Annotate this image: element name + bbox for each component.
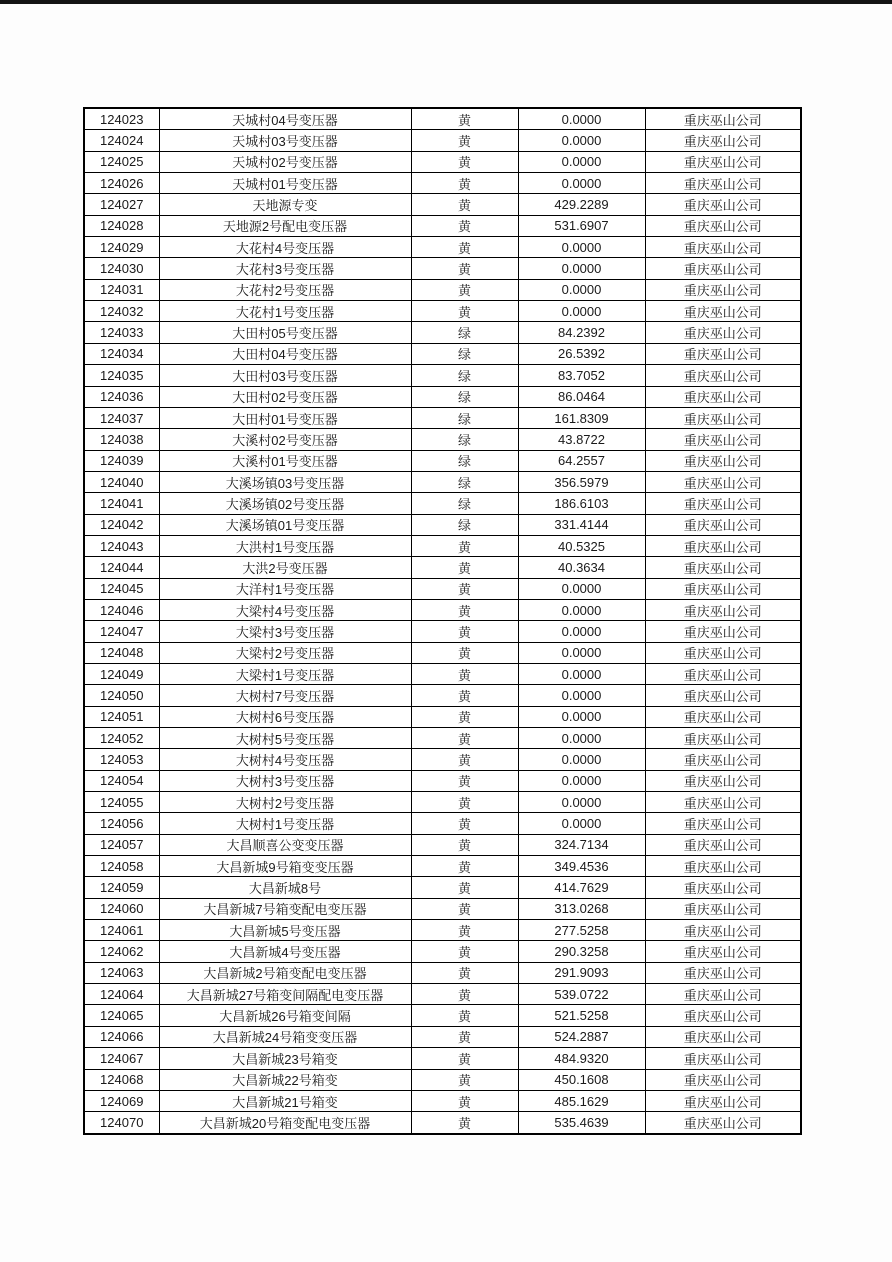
cell-value: 84.2392 [518, 322, 645, 343]
cell-value: 521.5258 [518, 1005, 645, 1026]
cell-id: 124065 [84, 1005, 159, 1026]
cell-status: 黄 [411, 557, 518, 578]
cell-value: 414.7629 [518, 877, 645, 898]
cell-company: 重庆巫山公司 [645, 493, 801, 514]
cell-name: 大昌新城4号变压器 [159, 941, 411, 962]
cell-value: 0.0000 [518, 642, 645, 663]
cell-name: 大昌顺喜公变变压器 [159, 834, 411, 855]
cell-id: 124050 [84, 685, 159, 706]
cell-name: 大洪2号变压器 [159, 557, 411, 578]
cell-value: 450.1608 [518, 1069, 645, 1090]
cell-name: 大昌新城22号箱变 [159, 1069, 411, 1090]
cell-value: 0.0000 [518, 279, 645, 300]
cell-value: 0.0000 [518, 706, 645, 727]
table-row [84, 856, 801, 877]
cell-id: 124059 [84, 877, 159, 898]
table-row [84, 194, 801, 215]
table-row [84, 322, 801, 343]
cell-status: 绿 [411, 450, 518, 471]
cell-name: 天城村04号变压器 [159, 108, 411, 130]
cell-company: 重庆巫山公司 [645, 877, 801, 898]
cell-name: 天地源专变 [159, 194, 411, 215]
cell-status: 黄 [411, 237, 518, 258]
cell-company: 重庆巫山公司 [645, 920, 801, 941]
cell-status: 绿 [411, 343, 518, 364]
cell-value: 429.2289 [518, 194, 645, 215]
cell-id: 124056 [84, 813, 159, 834]
cell-id: 124046 [84, 599, 159, 620]
cell-company: 重庆巫山公司 [645, 108, 801, 130]
cell-id: 124029 [84, 237, 159, 258]
cell-name: 大树村2号变压器 [159, 792, 411, 813]
cell-value: 0.0000 [518, 599, 645, 620]
cell-status: 黄 [411, 642, 518, 663]
cell-name: 大花村3号变压器 [159, 258, 411, 279]
cell-company: 重庆巫山公司 [645, 535, 801, 556]
cell-id: 124051 [84, 706, 159, 727]
table-row [84, 108, 801, 130]
cell-value: 26.5392 [518, 343, 645, 364]
cell-id: 124049 [84, 663, 159, 684]
cell-status: 绿 [411, 407, 518, 428]
cell-status: 黄 [411, 685, 518, 706]
cell-status: 黄 [411, 173, 518, 194]
cell-company: 重庆巫山公司 [645, 792, 801, 813]
cell-status: 黄 [411, 877, 518, 898]
table-row [84, 642, 801, 663]
cell-value: 0.0000 [518, 621, 645, 642]
cell-company: 重庆巫山公司 [645, 365, 801, 386]
table-row [84, 429, 801, 450]
table-row [84, 258, 801, 279]
cell-value: 484.9320 [518, 1048, 645, 1069]
cell-company: 重庆巫山公司 [645, 173, 801, 194]
cell-id: 124031 [84, 279, 159, 300]
cell-name: 天城村03号变压器 [159, 130, 411, 151]
cell-status: 绿 [411, 429, 518, 450]
cell-company: 重庆巫山公司 [645, 1112, 801, 1134]
cell-name: 天城村02号变压器 [159, 151, 411, 172]
table-row [84, 386, 801, 407]
cell-company: 重庆巫山公司 [645, 728, 801, 749]
cell-company: 重庆巫山公司 [645, 856, 801, 877]
table-row [84, 173, 801, 194]
table-row [84, 984, 801, 1005]
table-row [84, 728, 801, 749]
table-row [84, 1026, 801, 1047]
cell-id: 124030 [84, 258, 159, 279]
table-row [84, 535, 801, 556]
cell-value: 0.0000 [518, 685, 645, 706]
table-row [84, 920, 801, 941]
cell-id: 124026 [84, 173, 159, 194]
cell-company: 重庆巫山公司 [645, 1069, 801, 1090]
cell-name: 大昌新城2号箱变配电变压器 [159, 962, 411, 983]
table-row [84, 813, 801, 834]
cell-id: 124044 [84, 557, 159, 578]
cell-value: 0.0000 [518, 237, 645, 258]
cell-company: 重庆巫山公司 [645, 578, 801, 599]
cell-company: 重庆巫山公司 [645, 984, 801, 1005]
table-row [84, 279, 801, 300]
transformer-table [83, 107, 802, 1135]
cell-name: 大溪场镇01号变压器 [159, 514, 411, 535]
table-row [84, 898, 801, 919]
cell-company: 重庆巫山公司 [645, 130, 801, 151]
table-row [84, 578, 801, 599]
table-row [84, 1069, 801, 1090]
cell-status: 黄 [411, 301, 518, 322]
cell-status: 黄 [411, 151, 518, 172]
cell-company: 重庆巫山公司 [645, 514, 801, 535]
cell-status: 黄 [411, 792, 518, 813]
table-row [84, 877, 801, 898]
cell-status: 黄 [411, 599, 518, 620]
cell-name: 大田村02号变压器 [159, 386, 411, 407]
cell-name: 大树村4号变压器 [159, 749, 411, 770]
cell-company: 重庆巫山公司 [645, 770, 801, 791]
cell-id: 124035 [84, 365, 159, 386]
cell-status: 黄 [411, 279, 518, 300]
cell-company: 重庆巫山公司 [645, 322, 801, 343]
cell-value: 324.7134 [518, 834, 645, 855]
cell-status: 黄 [411, 535, 518, 556]
table-row [84, 941, 801, 962]
cell-name: 大昌新城24号箱变变压器 [159, 1026, 411, 1047]
cell-status: 绿 [411, 322, 518, 343]
cell-status: 黄 [411, 1005, 518, 1026]
cell-value: 83.7052 [518, 365, 645, 386]
cell-id: 124032 [84, 301, 159, 322]
cell-status: 黄 [411, 1026, 518, 1047]
cell-status: 黄 [411, 108, 518, 130]
table-row [84, 749, 801, 770]
table-row [84, 1048, 801, 1069]
cell-id: 124058 [84, 856, 159, 877]
cell-status: 黄 [411, 749, 518, 770]
cell-company: 重庆巫山公司 [645, 813, 801, 834]
cell-status: 黄 [411, 984, 518, 1005]
cell-company: 重庆巫山公司 [645, 962, 801, 983]
cell-name: 大昌新城20号箱变配电变压器 [159, 1112, 411, 1134]
table-row [84, 1112, 801, 1134]
table-row [84, 493, 801, 514]
cell-value: 531.6907 [518, 215, 645, 236]
table-row [84, 450, 801, 471]
table-row [84, 1090, 801, 1111]
cell-company: 重庆巫山公司 [645, 898, 801, 919]
cell-id: 124061 [84, 920, 159, 941]
cell-id: 124027 [84, 194, 159, 215]
cell-company: 重庆巫山公司 [645, 642, 801, 663]
cell-status: 绿 [411, 471, 518, 492]
cell-name: 大昌新城5号变压器 [159, 920, 411, 941]
cell-name: 大树村5号变压器 [159, 728, 411, 749]
table-row [84, 621, 801, 642]
cell-id: 124057 [84, 834, 159, 855]
table-row [84, 706, 801, 727]
cell-status: 黄 [411, 856, 518, 877]
cell-value: 0.0000 [518, 663, 645, 684]
cell-id: 124067 [84, 1048, 159, 1069]
cell-company: 重庆巫山公司 [645, 685, 801, 706]
cell-name: 大花村4号变压器 [159, 237, 411, 258]
cell-name: 大田村05号变压器 [159, 322, 411, 343]
cell-name: 大溪场镇03号变压器 [159, 471, 411, 492]
cell-value: 0.0000 [518, 578, 645, 599]
cell-id: 124040 [84, 471, 159, 492]
cell-name: 天城村01号变压器 [159, 173, 411, 194]
cell-value: 43.8722 [518, 429, 645, 450]
table-row [84, 471, 801, 492]
cell-id: 124070 [84, 1112, 159, 1134]
cell-status: 黄 [411, 194, 518, 215]
cell-value: 524.2887 [518, 1026, 645, 1047]
table-row [84, 514, 801, 535]
cell-name: 大昌新城27号箱变间隔配电变压器 [159, 984, 411, 1005]
cell-value: 349.4536 [518, 856, 645, 877]
cell-value: 64.2557 [518, 450, 645, 471]
cell-name: 大昌新城23号箱变 [159, 1048, 411, 1069]
cell-id: 124023 [84, 108, 159, 130]
table-row [84, 130, 801, 151]
cell-value: 186.6103 [518, 493, 645, 514]
cell-status: 黄 [411, 962, 518, 983]
cell-id: 124047 [84, 621, 159, 642]
cell-status: 黄 [411, 834, 518, 855]
cell-name: 大树村7号变压器 [159, 685, 411, 706]
cell-value: 40.5325 [518, 535, 645, 556]
cell-id: 124069 [84, 1090, 159, 1111]
cell-company: 重庆巫山公司 [645, 194, 801, 215]
cell-name: 大梁村4号变压器 [159, 599, 411, 620]
cell-name: 大昌新城8号 [159, 877, 411, 898]
cell-company: 重庆巫山公司 [645, 237, 801, 258]
cell-company: 重庆巫山公司 [645, 599, 801, 620]
cell-company: 重庆巫山公司 [645, 429, 801, 450]
cell-value: 161.8309 [518, 407, 645, 428]
cell-name: 大田村03号变压器 [159, 365, 411, 386]
table-row [84, 557, 801, 578]
cell-value: 40.3634 [518, 557, 645, 578]
cell-value: 535.4639 [518, 1112, 645, 1134]
cell-id: 124052 [84, 728, 159, 749]
cell-company: 重庆巫山公司 [645, 301, 801, 322]
cell-company: 重庆巫山公司 [645, 279, 801, 300]
cell-name: 大昌新城26号箱变间隔 [159, 1005, 411, 1026]
cell-status: 黄 [411, 770, 518, 791]
cell-name: 大树村3号变压器 [159, 770, 411, 791]
table-row [84, 1005, 801, 1026]
cell-name: 大树村1号变压器 [159, 813, 411, 834]
cell-name: 天地源2号配电变压器 [159, 215, 411, 236]
cell-company: 重庆巫山公司 [645, 1090, 801, 1111]
cell-status: 绿 [411, 365, 518, 386]
cell-company: 重庆巫山公司 [645, 557, 801, 578]
cell-id: 124038 [84, 429, 159, 450]
cell-value: 331.4144 [518, 514, 645, 535]
table-row [84, 962, 801, 983]
cell-status: 绿 [411, 493, 518, 514]
cell-company: 重庆巫山公司 [645, 621, 801, 642]
cell-status: 黄 [411, 130, 518, 151]
cell-value: 277.5258 [518, 920, 645, 941]
cell-id: 124062 [84, 941, 159, 962]
cell-id: 124063 [84, 962, 159, 983]
cell-value: 0.0000 [518, 813, 645, 834]
cell-value: 0.0000 [518, 258, 645, 279]
cell-name: 大梁村1号变压器 [159, 663, 411, 684]
table-row [84, 834, 801, 855]
cell-company: 重庆巫山公司 [645, 471, 801, 492]
cell-id: 124039 [84, 450, 159, 471]
cell-id: 124034 [84, 343, 159, 364]
table-row [84, 343, 801, 364]
cell-status: 黄 [411, 1069, 518, 1090]
cell-status: 黄 [411, 215, 518, 236]
table-row [84, 792, 801, 813]
cell-status: 绿 [411, 386, 518, 407]
cell-status: 黄 [411, 1048, 518, 1069]
cell-name: 大昌新城7号箱变配电变压器 [159, 898, 411, 919]
cell-status: 黄 [411, 706, 518, 727]
cell-status: 黄 [411, 1112, 518, 1134]
cell-status: 黄 [411, 578, 518, 599]
cell-company: 重庆巫山公司 [645, 450, 801, 471]
cell-name: 大梁村2号变压器 [159, 642, 411, 663]
cell-status: 绿 [411, 514, 518, 535]
cell-status: 黄 [411, 920, 518, 941]
cell-value: 0.0000 [518, 173, 645, 194]
cell-status: 黄 [411, 728, 518, 749]
cell-name: 大溪场镇02号变压器 [159, 493, 411, 514]
cell-name: 大溪村01号变压器 [159, 450, 411, 471]
cell-value: 0.0000 [518, 301, 645, 322]
cell-value: 0.0000 [518, 749, 645, 770]
window-top-edge [0, 0, 892, 4]
cell-value: 0.0000 [518, 770, 645, 791]
cell-name: 大梁村3号变压器 [159, 621, 411, 642]
cell-id: 124048 [84, 642, 159, 663]
cell-name: 大溪村02号变压器 [159, 429, 411, 450]
cell-id: 124055 [84, 792, 159, 813]
cell-value: 356.5979 [518, 471, 645, 492]
cell-name: 大田村04号变压器 [159, 343, 411, 364]
cell-value: 485.1629 [518, 1090, 645, 1111]
cell-company: 重庆巫山公司 [645, 941, 801, 962]
cell-name: 大花村1号变压器 [159, 301, 411, 322]
cell-status: 黄 [411, 898, 518, 919]
cell-company: 重庆巫山公司 [645, 151, 801, 172]
cell-id: 124033 [84, 322, 159, 343]
cell-company: 重庆巫山公司 [645, 706, 801, 727]
table-row [84, 301, 801, 322]
cell-company: 重庆巫山公司 [645, 1048, 801, 1069]
cell-company: 重庆巫山公司 [645, 1005, 801, 1026]
cell-name: 大昌新城9号箱变变压器 [159, 856, 411, 877]
cell-status: 黄 [411, 663, 518, 684]
cell-id: 124028 [84, 215, 159, 236]
table-row [84, 151, 801, 172]
table-row [84, 663, 801, 684]
cell-name: 大花村2号变压器 [159, 279, 411, 300]
cell-id: 124068 [84, 1069, 159, 1090]
cell-value: 0.0000 [518, 792, 645, 813]
cell-value: 539.0722 [518, 984, 645, 1005]
cell-value: 0.0000 [518, 130, 645, 151]
table-row [84, 365, 801, 386]
cell-company: 重庆巫山公司 [645, 386, 801, 407]
table-row [84, 407, 801, 428]
cell-id: 124037 [84, 407, 159, 428]
cell-id: 124064 [84, 984, 159, 1005]
cell-value: 290.3258 [518, 941, 645, 962]
cell-id: 124053 [84, 749, 159, 770]
cell-name: 大田村01号变压器 [159, 407, 411, 428]
table-row [84, 215, 801, 236]
cell-company: 重庆巫山公司 [645, 407, 801, 428]
cell-value: 0.0000 [518, 728, 645, 749]
cell-value: 0.0000 [518, 108, 645, 130]
cell-id: 124066 [84, 1026, 159, 1047]
cell-status: 黄 [411, 1090, 518, 1111]
cell-company: 重庆巫山公司 [645, 258, 801, 279]
table-body [84, 108, 801, 1134]
table-row [84, 770, 801, 791]
cell-value: 291.9093 [518, 962, 645, 983]
cell-company: 重庆巫山公司 [645, 215, 801, 236]
cell-id: 124025 [84, 151, 159, 172]
cell-name: 大洋村1号变压器 [159, 578, 411, 599]
table-row [84, 599, 801, 620]
cell-value: 0.0000 [518, 151, 645, 172]
cell-company: 重庆巫山公司 [645, 343, 801, 364]
cell-value: 313.0268 [518, 898, 645, 919]
cell-name: 大树村6号变压器 [159, 706, 411, 727]
cell-company: 重庆巫山公司 [645, 663, 801, 684]
cell-status: 黄 [411, 621, 518, 642]
cell-id: 124042 [84, 514, 159, 535]
cell-company: 重庆巫山公司 [645, 749, 801, 770]
table-row [84, 685, 801, 706]
cell-id: 124054 [84, 770, 159, 791]
table-row [84, 237, 801, 258]
cell-name: 大洪村1号变压器 [159, 535, 411, 556]
cell-id: 124060 [84, 898, 159, 919]
cell-company: 重庆巫山公司 [645, 834, 801, 855]
cell-id: 124024 [84, 130, 159, 151]
cell-status: 黄 [411, 258, 518, 279]
cell-id: 124036 [84, 386, 159, 407]
cell-status: 黄 [411, 941, 518, 962]
cell-id: 124041 [84, 493, 159, 514]
cell-id: 124043 [84, 535, 159, 556]
cell-id: 124045 [84, 578, 159, 599]
cell-company: 重庆巫山公司 [645, 1026, 801, 1047]
cell-name: 大昌新城21号箱变 [159, 1090, 411, 1111]
cell-value: 86.0464 [518, 386, 645, 407]
cell-status: 黄 [411, 813, 518, 834]
